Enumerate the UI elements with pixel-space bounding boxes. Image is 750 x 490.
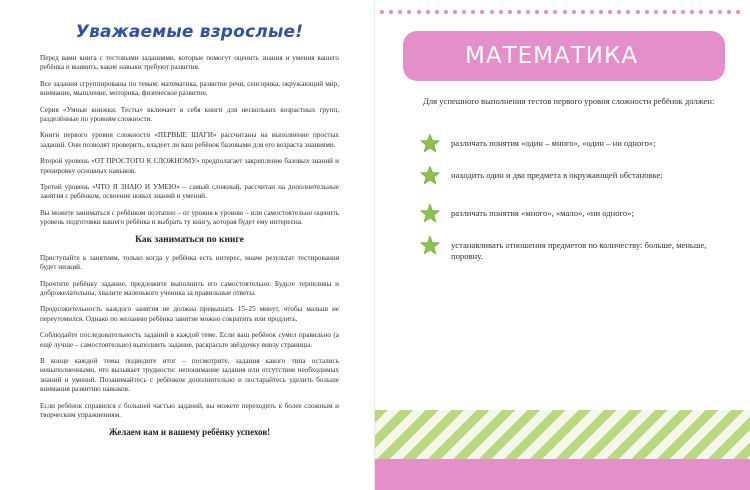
intro-paragraph: Перед вами книга с тестовыми заданиями, которые помогут оценить знания и умения вашего ребёнка и выявить, какие навыки требуют развития. xyxy=(40,54,339,72)
skill-text: различать понятия «много», «мало», «ни одного»; xyxy=(451,208,634,218)
skill-text: находить один и два предмета в окружающей обстановке; xyxy=(451,170,663,180)
skill-text: устанавливать отношения предметов по количеству: больше, меньше, поровну. xyxy=(451,240,707,261)
level-one-paragraph: Книги первого уровня сложности «ПЕРВЫЕ ШАГИ» рассчитаны на выполнение простых заданий. Они позволят проверить, владеет ли ваш ребёнок базовыми для его возраста знаниями. xyxy=(40,131,339,149)
decorative-pink-band xyxy=(375,459,750,490)
star-icon xyxy=(419,133,441,155)
section-heading: Как заниматься по книге xyxy=(135,234,244,245)
skill-text: различать понятия «один – много», «один – ни одного»; xyxy=(451,138,656,148)
series-paragraph: Серия «Умные книжки. Тесты» включает в себя книги для нескольких возрастных групп, разделённые по уровням сложности. xyxy=(40,105,339,124)
instruction-paragraph: В конце каждой темы подведите итог – посмотрите, задания какого типа остались невыполненными, что вызывает трудности: непонимание задания или отсутствие необходимых знаний и умений. Позанимайтесь с ребёнком дополнительно и постарайтесь уделить больше внимания развитию навыков. xyxy=(40,356,339,394)
decorative-dot-row xyxy=(378,10,750,14)
closing-wish: Желаем вам и вашему ребёнку успехов! xyxy=(108,427,271,438)
instruction-paragraph: Если ребёнок справился с большей частью заданий, вы можете переходить к более сложным и творческим упражнениям. xyxy=(40,401,339,419)
requirements-intro: Для успешного выполнения тестов первого уровня сложности ребёнок должен: xyxy=(423,96,715,106)
topics-paragraph: Все задания сгруппированы по темам: математика, развитие речи, сенсорика, окружающий мир, внимание, мышление, моторика, физическое развитие. xyxy=(40,79,339,98)
page-title: Уважаемые взрослые! xyxy=(75,22,304,42)
skill-item xyxy=(419,170,719,187)
instruction-paragraph: Приступайте к занятиям, только когда у ребёнка есть интерес, иначе результат тестирования будет низкий. xyxy=(40,253,339,272)
level-two-paragraph: Второй уровень «ОТ ПРОСТОГО К СЛОЖНОМУ» предполагает закрепление базовых знаний и тренировку основных навыков. xyxy=(40,157,339,175)
star-icon xyxy=(419,203,441,225)
stepwise-paragraph: Вы можете заниматься с ребёнком поэтапно – от уровня к уровню – или самостоятельно оценить уровень подготовки вашего ребёнка и выбрать ту книгу, которая будет ему интересна. xyxy=(40,208,339,227)
star-icon xyxy=(419,165,441,187)
skill-item xyxy=(419,208,719,225)
section-title: МАТЕМАТИКА xyxy=(465,43,639,69)
instruction-paragraph: Прочтите ребёнку задание, предложите выполнить его самостоятельно. Будьте терпеливы и доброжелательны, хвалите маленького ученика за правильные ответы. xyxy=(40,279,339,297)
star-icon xyxy=(419,235,441,257)
instruction-paragraph: Соблюдайте последовательность заданий в каждой теме. Если ваш ребёнок сумел правильно (а ещё лучше – самостоятельно) выполнить задание, раскрасьте звёздочку внизу страницы. xyxy=(40,331,339,349)
right-page xyxy=(375,0,750,490)
instruction-paragraph: Продолжительность каждого занятия не должна превышать 15–25 минут, чтобы малыш не переутомился. Однако по желанию ребёнка занятие можно сократить или продлить. xyxy=(40,305,339,323)
decorative-stripe-band xyxy=(375,410,750,459)
skill-item xyxy=(419,138,719,155)
skill-item xyxy=(419,240,719,262)
level-three-paragraph: Третий уровень «ЧТО Я ЗНАЮ И УМЕЮ» – самый сложный, рассчитан на дополнительные занятия с ребёнком, освоение новых знаний и умений. xyxy=(40,183,339,201)
section-banner xyxy=(403,31,725,81)
